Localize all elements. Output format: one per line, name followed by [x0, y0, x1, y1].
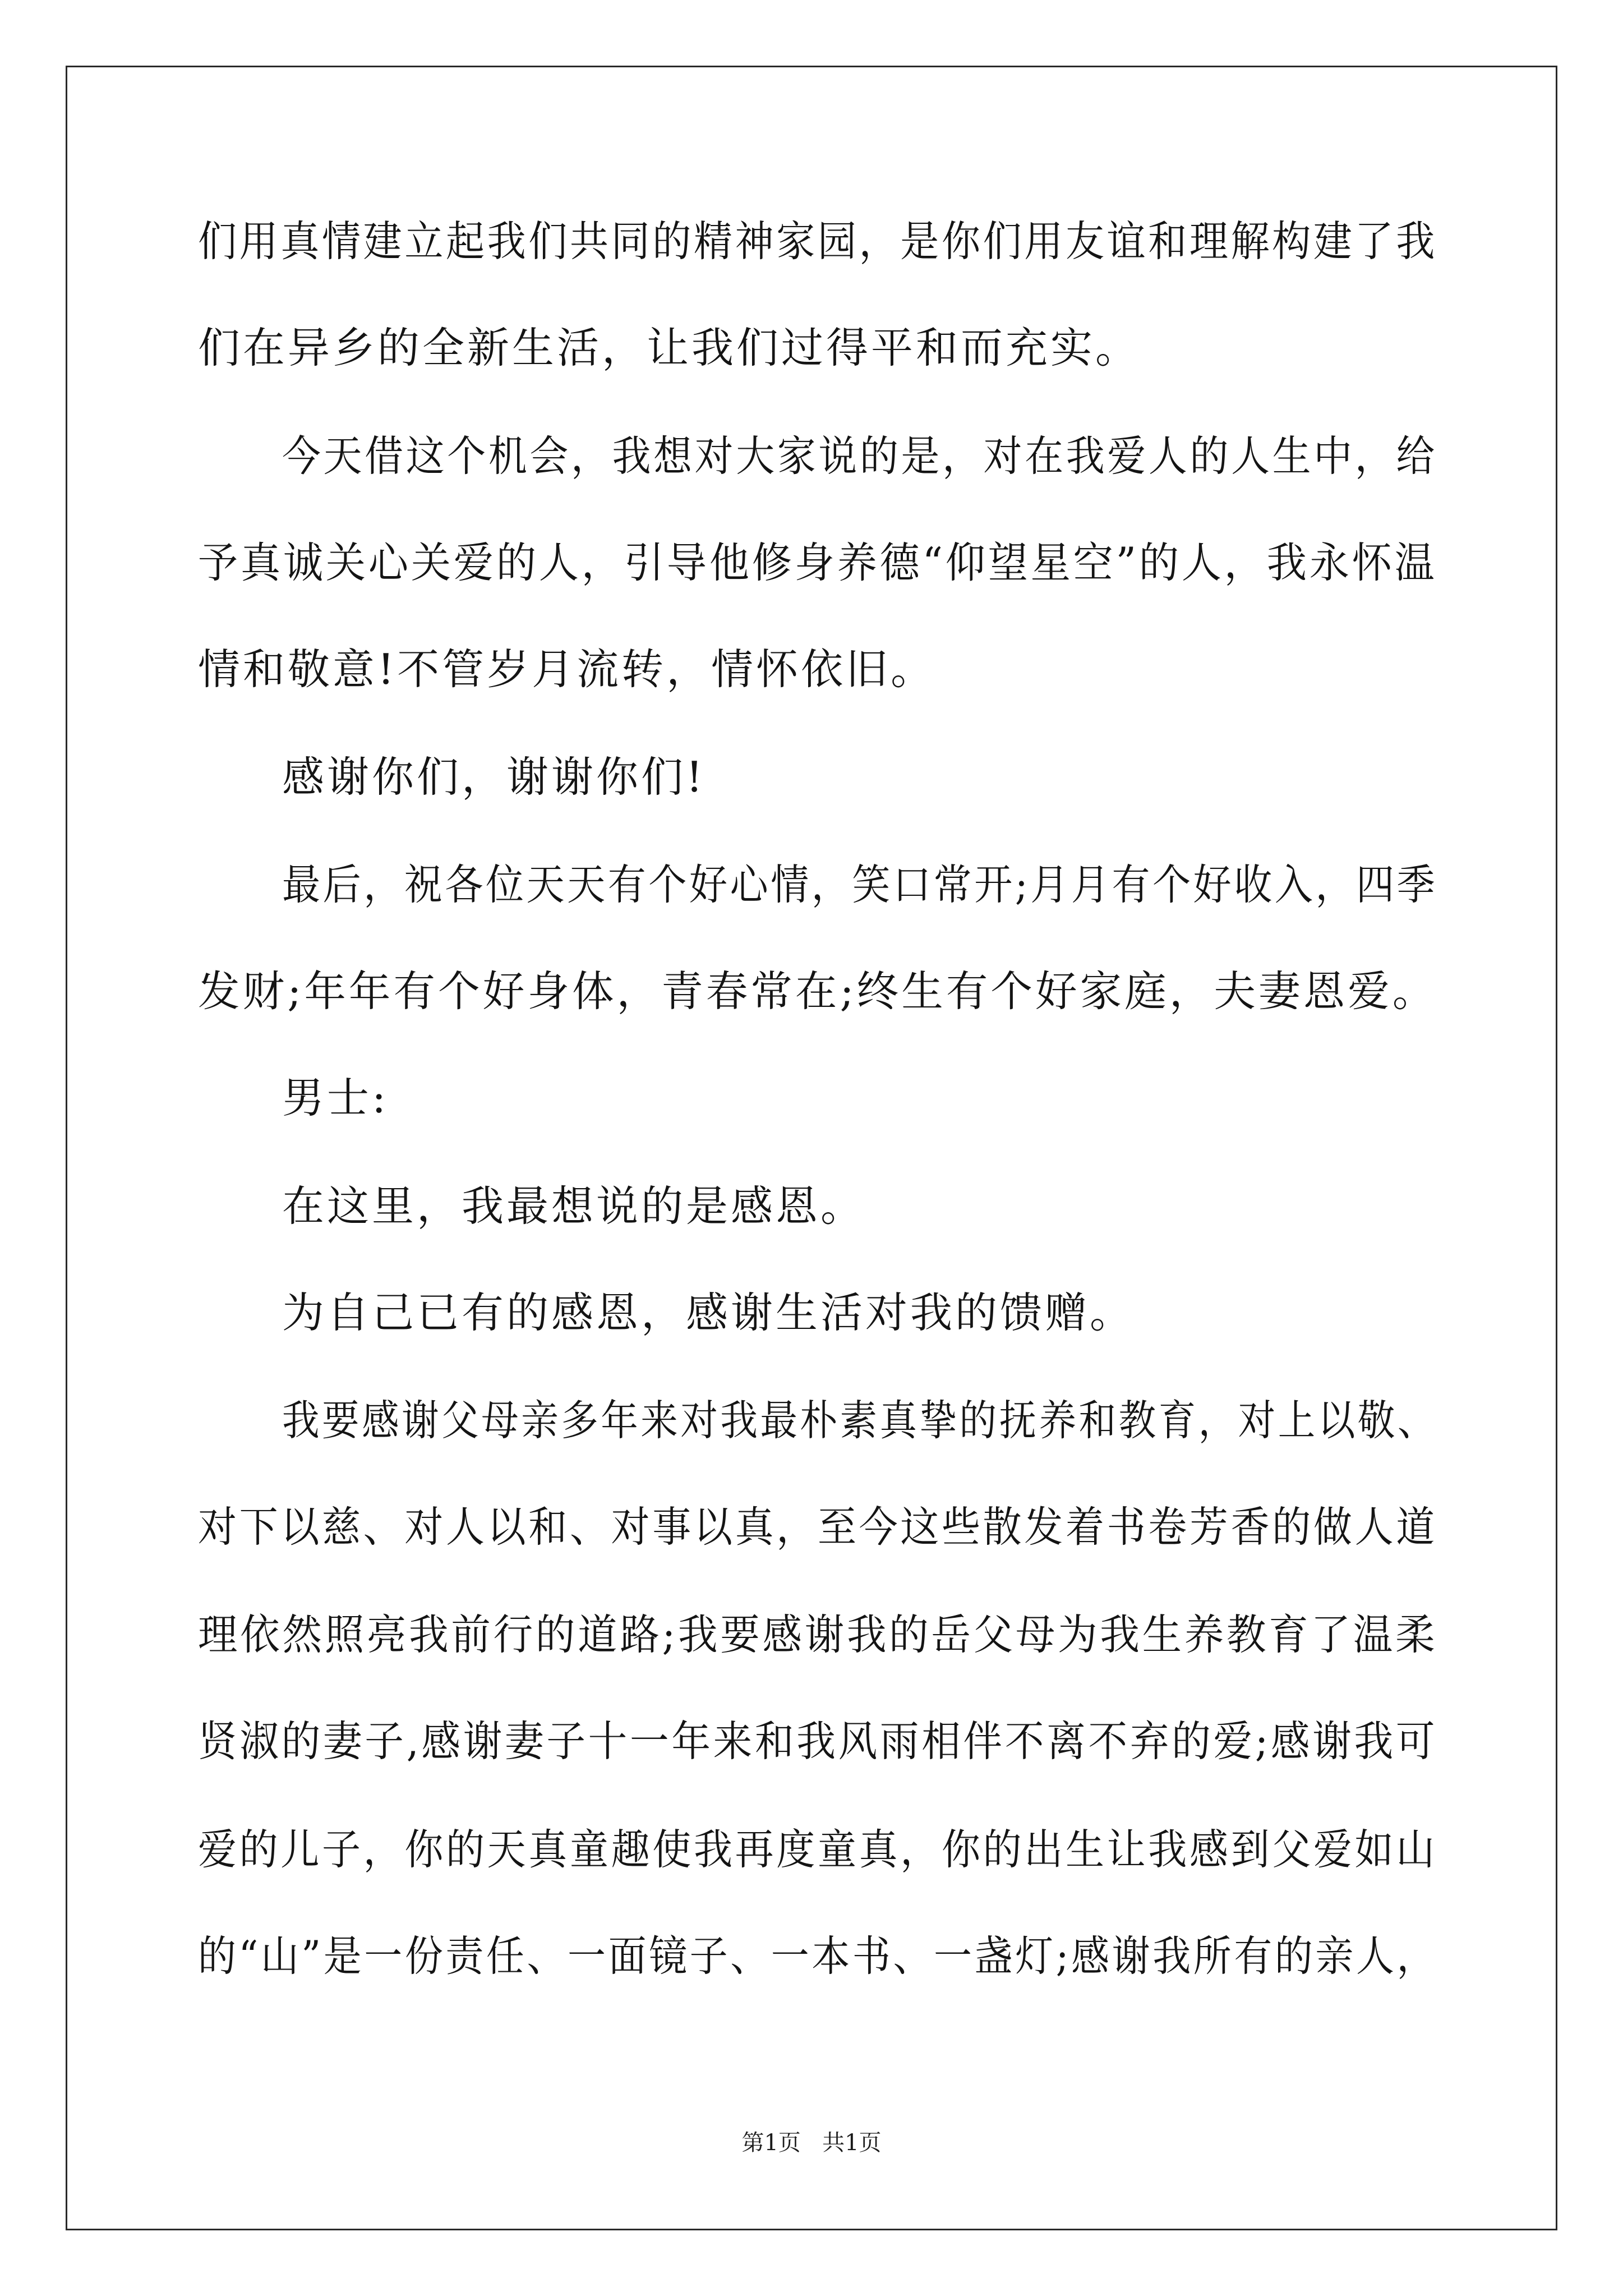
text-line: 们用真情建立起我们共同的精神家园，是你们用友谊和理解构建了我 [198, 217, 1437, 266]
page-border [66, 66, 1557, 2230]
text-line: 情和敬意!不管岁月流转，情怀依旧。 [198, 645, 936, 694]
text-line: 理依然照亮我前行的道路;我要感谢我的岳父母为我生养教育了温柔 [198, 1610, 1438, 1659]
text-line: 予真诚关心关爱的人，引导他修身养德“仰望星空”的人，我永怀温 [198, 538, 1437, 587]
text-line: 今天借这个机会，我想对大家说的是，对在我爱人的人生中，给 [282, 431, 1437, 481]
text-line: 爱的儿子，你的天真童趣使我再度童真，你的出生让我感到父爱如山 [198, 1825, 1437, 1874]
text-line: 贤淑的妻子,感谢妻子十一年来和我风雨相伴不离不弃的爱;感谢我可 [198, 1717, 1438, 1766]
text-line: 我要感谢父母亲多年来对我最朴素真挚的抚养和教育，对上以敬、 [282, 1396, 1437, 1445]
text-line: 男士: [282, 1073, 389, 1122]
text-line: 在这里，我最想说的是感恩。 [282, 1181, 866, 1231]
text-line: 的“山”是一份责任、一面镜子、一本书、一盏灯;感谢我所有的亲人， [198, 1931, 1438, 1981]
page-footer [0, 2129, 1623, 2157]
text-line: 们在异乡的全新生活，让我们过得平和而充实。 [198, 323, 1141, 372]
page-total: 共1页 [822, 2130, 882, 2156]
text-line: 最后，祝各位天天有个好心情，笑口常开;月月有个好收入，四季 [282, 860, 1438, 909]
text-line: 对下以慈、对人以和、对事以真，至今这些散发着书卷芳香的做人道 [198, 1502, 1437, 1552]
text-line: 为自己已有的感恩，感谢生活对我的馈赠。 [282, 1288, 1135, 1337]
text-line: 发财;年年有个好身体，青春常在;终生有个好家庭，夫妻恩爱。 [198, 967, 1437, 1016]
text-line: 感谢你们，谢谢你们! [282, 752, 706, 802]
page-number: 第1页 [741, 2130, 801, 2156]
